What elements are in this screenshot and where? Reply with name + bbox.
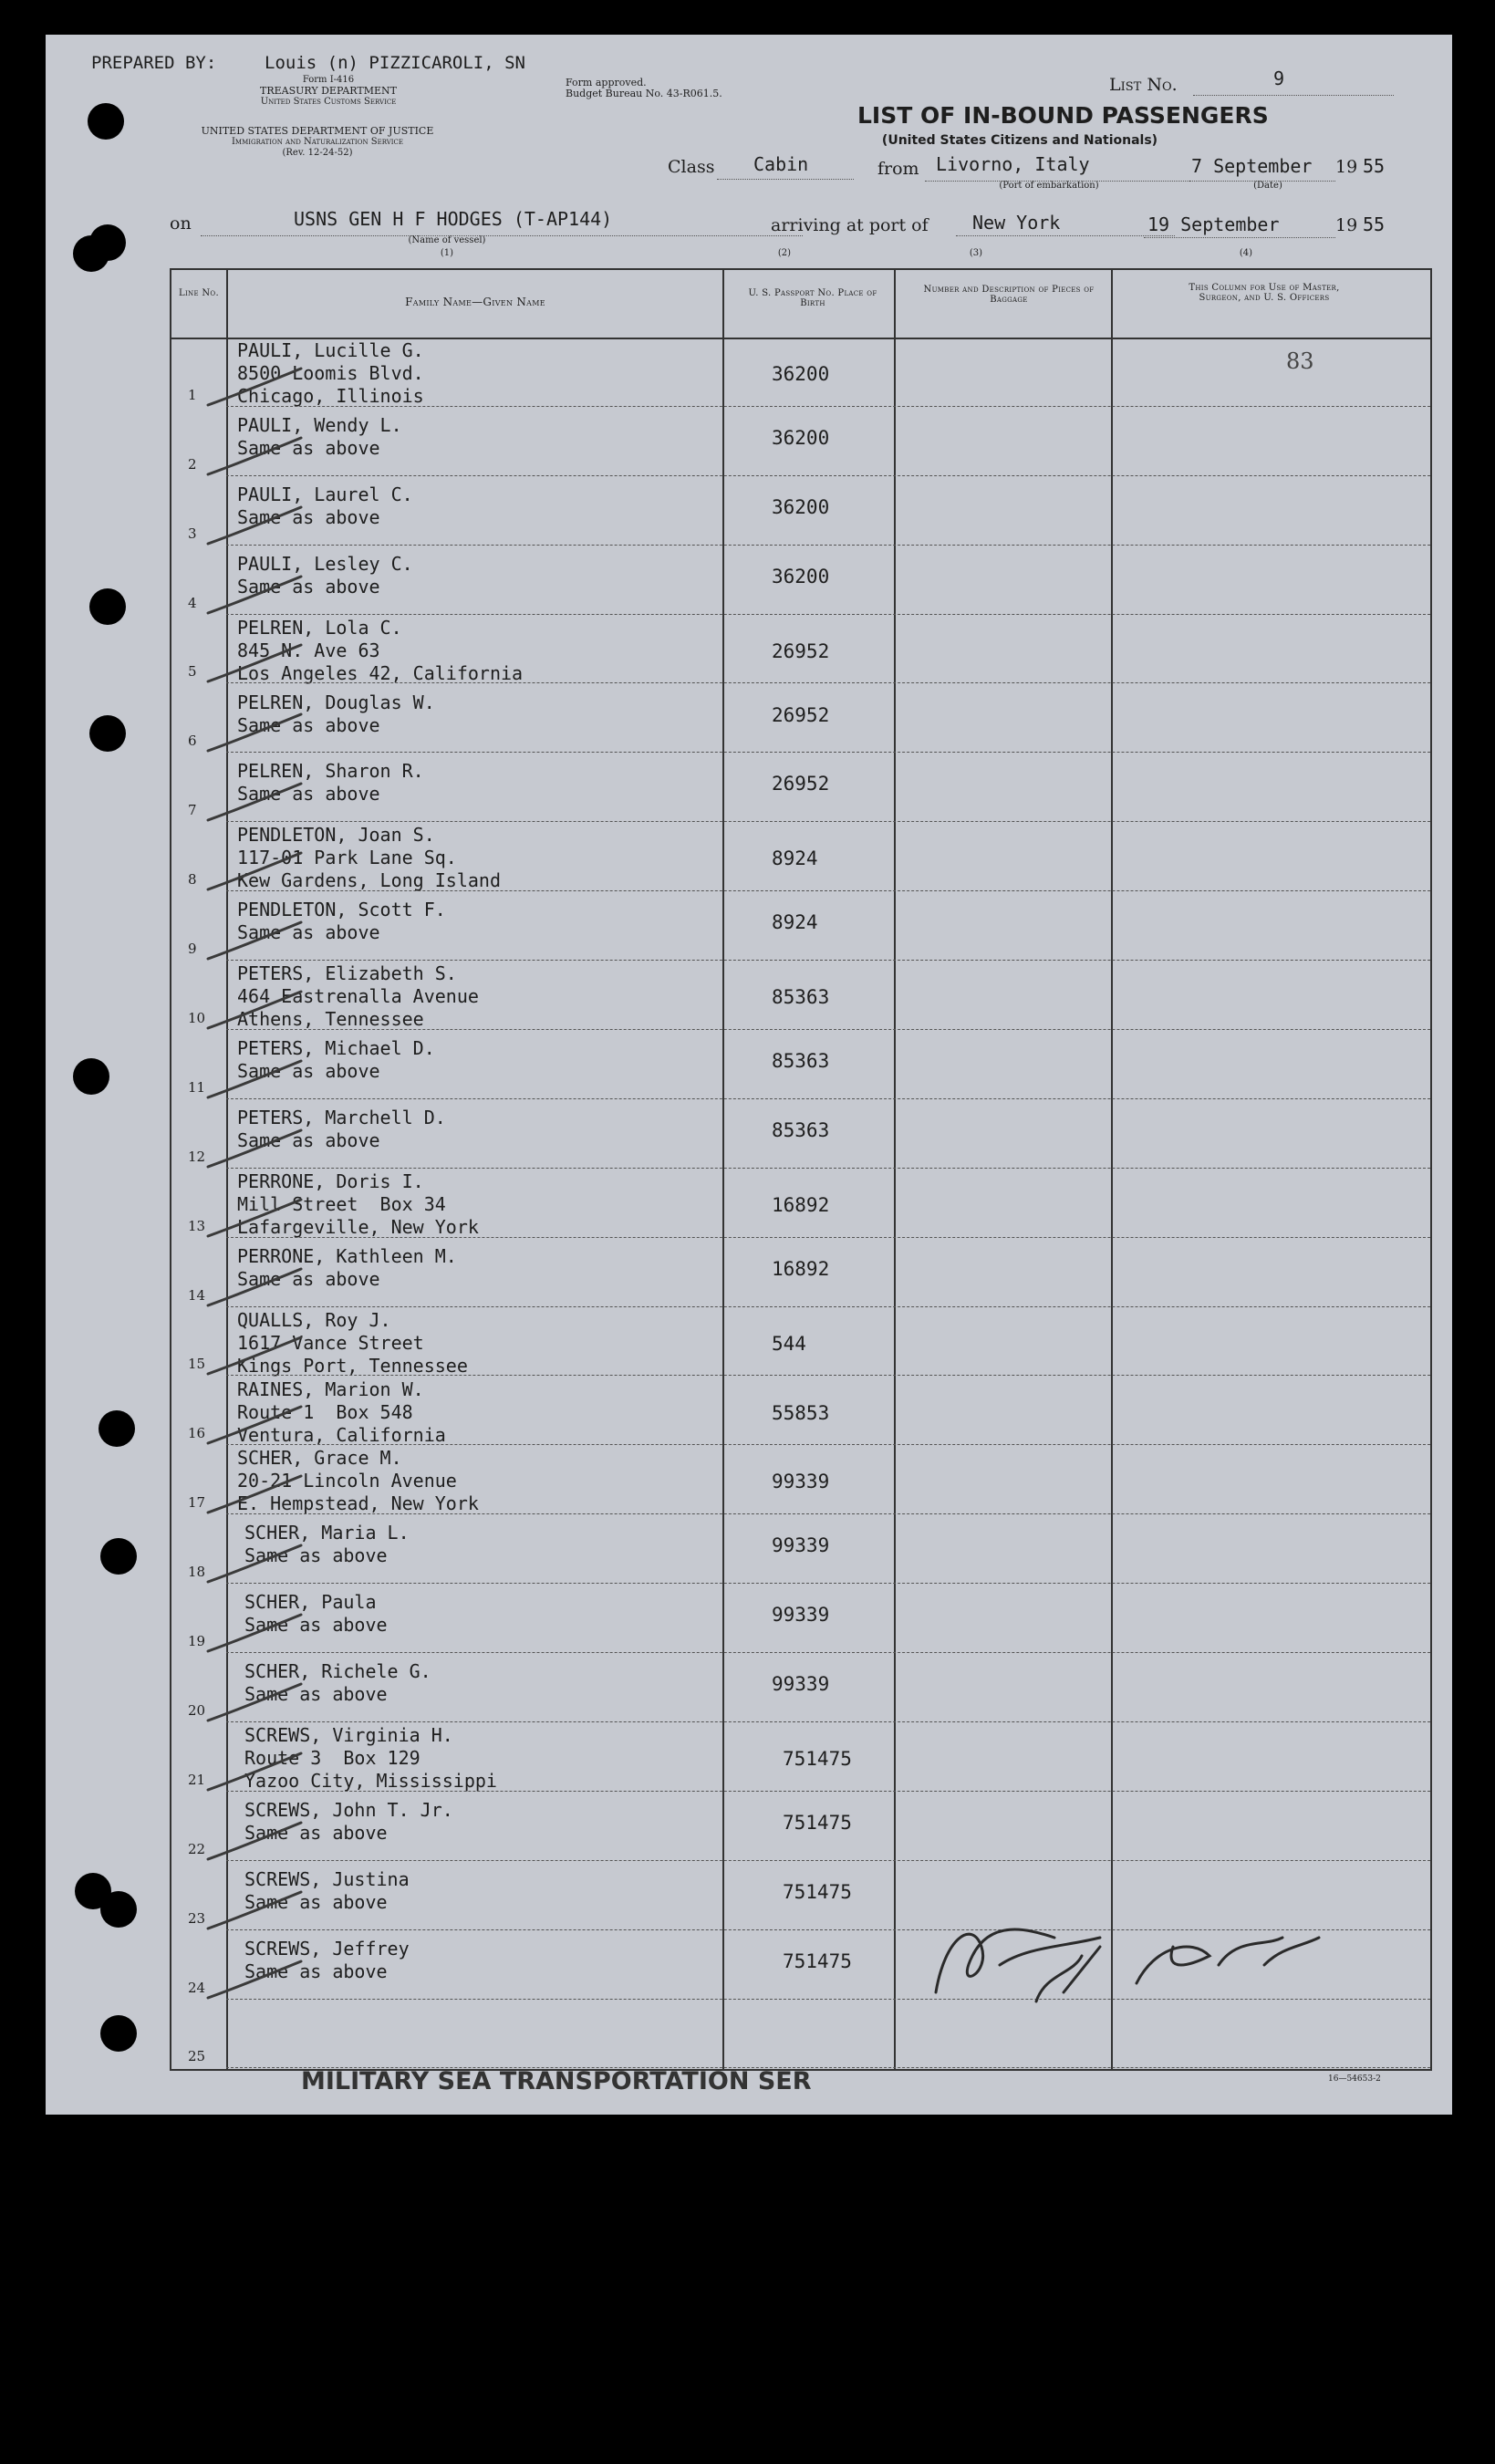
- header-passport: U. S. Passport No. Place of Birth: [748, 288, 877, 308]
- check-mark-icon: [206, 1263, 306, 1309]
- check-mark-icon: [206, 1748, 306, 1793]
- table-row: [170, 753, 1432, 822]
- passenger-address-line: 845 N. Ave 63: [237, 639, 380, 661]
- line-number: 6: [188, 733, 197, 750]
- line-number: 11: [188, 1078, 206, 1096]
- table-row: [170, 1377, 1432, 1446]
- table-row: [170, 1792, 1432, 1861]
- line-number: 4: [188, 594, 197, 611]
- header-name: Family Name—Given Name: [405, 296, 545, 308]
- table-row: [170, 1445, 1432, 1514]
- col-num-3: (3): [969, 248, 983, 258]
- passenger-address-line: Same as above: [237, 921, 380, 944]
- passenger-address-line: Same as above: [237, 783, 380, 806]
- table-row: [170, 546, 1432, 615]
- arrival-date: 19 September: [1147, 213, 1280, 235]
- check-mark-icon: [206, 1401, 306, 1447]
- class-label: Class: [668, 157, 715, 177]
- binder-hole: [100, 2015, 137, 2052]
- passenger-address-line: Route 1 Box 548: [237, 1400, 413, 1423]
- passport-number: 751475: [783, 1949, 852, 1972]
- on-label: on: [170, 213, 192, 234]
- passenger-name: PAULI, Laurel C.: [237, 483, 413, 505]
- check-mark-icon: [206, 986, 306, 1032]
- binder-hole: [89, 588, 126, 625]
- passport-number: 16892: [772, 1257, 830, 1280]
- check-mark-icon: [206, 917, 306, 962]
- table-row: [170, 1030, 1432, 1099]
- passenger-address-line: Kings Port, Tennessee: [237, 1354, 468, 1377]
- line-number: 20: [188, 1701, 206, 1719]
- passenger-name: SCREWS, John T. Jr.: [244, 1798, 453, 1821]
- table-row: [170, 338, 1432, 407]
- passenger-address-line: Yazoo City, Mississippi: [244, 1770, 497, 1792]
- check-mark-icon: [206, 1609, 306, 1655]
- line-number: 3: [188, 525, 197, 542]
- passenger-address-line: 8500 Loomis Blvd.: [237, 362, 424, 384]
- check-mark-icon: [206, 1956, 306, 2001]
- line-number: 9: [188, 941, 197, 958]
- table-row: [170, 1514, 1432, 1584]
- passenger-address-line: 1617 Vance Street: [237, 1331, 424, 1354]
- passenger-address-line: Lafargeville, New York: [237, 1215, 479, 1238]
- passenger-table: [170, 268, 1432, 2071]
- check-mark-icon: [206, 363, 306, 409]
- line-number: 8: [188, 871, 197, 889]
- passenger-address-line: 464 Eastrenalla Avenue: [237, 985, 479, 1008]
- check-mark-icon: [206, 778, 306, 824]
- table-row: [170, 1099, 1432, 1169]
- passenger-name: SCHER, Paula: [244, 1591, 377, 1614]
- check-mark-icon: [206, 709, 306, 754]
- check-mark-icon: [206, 502, 306, 547]
- passenger-name: PERRONE, Doris I.: [237, 1170, 424, 1192]
- justice-label: UNITED STATES DEPARTMENT OF JUSTICE: [201, 125, 434, 137]
- passport-number: 36200: [772, 426, 830, 449]
- table-row: [170, 1653, 1432, 1722]
- check-mark-icon: [206, 1887, 306, 1932]
- form-approved: Form approved.: [566, 77, 647, 88]
- departure-year-suffix: 55: [1363, 155, 1386, 177]
- line-number: 10: [188, 1009, 206, 1026]
- passenger-address-line: Same as above: [237, 1060, 380, 1082]
- line-number: 14: [188, 1286, 206, 1304]
- passport-number: 751475: [783, 1811, 852, 1834]
- passport-number: 751475: [783, 1748, 852, 1770]
- line-number: 18: [188, 1564, 206, 1581]
- line-number: 13: [188, 1217, 206, 1234]
- check-mark-icon: [206, 639, 306, 685]
- arrival-year-prefix: 19: [1335, 215, 1358, 235]
- table-row: [170, 615, 1432, 684]
- list-no-label: List No.: [1109, 75, 1178, 95]
- passenger-name: SCREWS, Justina: [244, 1867, 410, 1890]
- passport-number: 85363: [772, 1050, 830, 1072]
- line-number: 21: [188, 1771, 206, 1788]
- embarkation-port: Livorno, Italy: [936, 153, 1090, 175]
- customs-label: United States Customs Service: [260, 97, 397, 107]
- passenger-address-line: 117-01 Park Lane Sq.: [237, 847, 457, 869]
- vessel-name: USNS GEN H F HODGES (T-AP144): [294, 208, 613, 230]
- passport-number: 26952: [772, 639, 830, 662]
- line-number: 5: [188, 663, 197, 681]
- table-row: [170, 822, 1432, 891]
- passport-number: 26952: [772, 773, 830, 795]
- officer-annotation: 83: [1286, 348, 1314, 374]
- treasury-label: TREASURY DEPARTMENT: [260, 85, 397, 97]
- budget-bureau: Budget Bureau No. 43-R061.5.: [566, 88, 722, 99]
- passport-number: 26952: [772, 703, 830, 726]
- passenger-address-line: Same as above: [244, 1614, 388, 1637]
- passenger-address-line: Same as above: [237, 713, 380, 736]
- passenger-address-line: 20-21 Lincoln Avenue: [237, 1470, 457, 1492]
- passenger-address-line: Chicago, Illinois: [237, 385, 424, 407]
- passenger-name: PAULI, Lucille G.: [237, 339, 424, 361]
- table-row: [170, 476, 1432, 546]
- table-row: [170, 407, 1432, 476]
- vessel-caption: (Name of vessel): [408, 235, 486, 245]
- date-caption: (Date): [1253, 181, 1282, 191]
- col-num-4: (4): [1239, 248, 1253, 258]
- passenger-name: PELREN, Sharon R.: [237, 760, 424, 783]
- departure-date: 7 September: [1191, 155, 1313, 177]
- passenger-address-line: Athens, Tennessee: [237, 1008, 424, 1031]
- table-row: [170, 1169, 1432, 1238]
- passenger-address-line: Route 3 Box 129: [244, 1747, 420, 1769]
- passport-number: 99339: [772, 1673, 830, 1696]
- military-stamp: MILITARY SEA TRANSPORTATION SER: [301, 2067, 812, 2095]
- departure-year-prefix: 19: [1335, 157, 1358, 177]
- header-baggage: Number and Description of Pieces of Baggage: [923, 285, 1095, 305]
- officer-signature: [918, 1883, 1337, 2029]
- table-row: [170, 1584, 1432, 1653]
- header-line-no: Line No.: [179, 288, 219, 298]
- passenger-name: PERRONE, Kathleen M.: [237, 1244, 457, 1267]
- list-no-value: 9: [1273, 68, 1285, 89]
- passenger-address-line: Same as above: [237, 1267, 380, 1290]
- from-label: from: [877, 159, 919, 179]
- passenger-address-line: Same as above: [237, 436, 380, 459]
- line-number: 2: [188, 455, 197, 473]
- form-number: Form I-416: [302, 75, 355, 85]
- passenger-name: PELREN, Douglas W.: [237, 691, 435, 713]
- revision-label: (Rev. 12-24-52): [282, 148, 353, 158]
- passenger-address-line: Kew Gardens, Long Island: [237, 869, 501, 892]
- passenger-name: SCHER, Richele G.: [244, 1660, 431, 1683]
- passenger-name: RAINES, Marion W.: [237, 1378, 424, 1400]
- passport-number: 55853: [772, 1401, 830, 1424]
- table-row: [170, 1722, 1432, 1792]
- check-mark-icon: [206, 1125, 306, 1170]
- check-mark-icon: [206, 1817, 306, 1863]
- col-num-1: (1): [440, 248, 454, 258]
- check-mark-icon: [206, 571, 306, 617]
- check-mark-icon: [206, 1679, 306, 1724]
- passenger-name: SCHER, Maria L.: [244, 1522, 410, 1544]
- arrival-year-suffix: 55: [1363, 213, 1386, 235]
- passport-number: 8924: [772, 911, 818, 934]
- binder-hole: [73, 1058, 109, 1095]
- document-title: LIST OF IN-BOUND PASSENGERS: [857, 102, 1269, 129]
- check-mark-icon: [206, 1194, 306, 1240]
- passenger-address-line: Ventura, California: [237, 1423, 446, 1446]
- passport-number: 8924: [772, 847, 818, 870]
- passenger-name: PETERS, Michael D.: [237, 1037, 435, 1059]
- check-mark-icon: [206, 1332, 306, 1378]
- line-number: 7: [188, 802, 197, 819]
- line-number: 25: [188, 2048, 206, 2065]
- passenger-address-line: Los Angeles 42, California: [237, 661, 524, 684]
- passenger-address-line: Same as above: [244, 1683, 388, 1706]
- line-number: 19: [188, 1633, 206, 1650]
- binder-hole: [89, 715, 126, 752]
- passenger-address-line: Same as above: [237, 1128, 380, 1151]
- table-row: [170, 1307, 1432, 1377]
- embarkation-caption: (Port of embarkation): [999, 181, 1099, 191]
- print-code: 16—54653-2: [1328, 2074, 1381, 2084]
- passenger-name: PELREN, Lola C.: [237, 616, 402, 639]
- passenger-name: PENDLETON, Joan S.: [237, 824, 435, 847]
- arrival-port: New York: [972, 212, 1061, 234]
- passport-number: 85363: [772, 986, 830, 1009]
- passenger-name: SCHER, Grace M.: [237, 1447, 402, 1470]
- passport-number: 85363: [772, 1118, 830, 1141]
- check-mark-icon: [206, 1055, 306, 1101]
- check-mark-icon: [206, 432, 306, 478]
- passport-number: 99339: [772, 1604, 830, 1627]
- prepared-by-label: PREPARED BY:: [91, 53, 217, 73]
- passenger-address-line: E. Hempstead, New York: [237, 1492, 479, 1515]
- line-number: 1: [188, 386, 197, 403]
- passenger-name: PENDLETON, Scott F.: [237, 899, 446, 921]
- check-mark-icon: [206, 1540, 306, 1585]
- table-row: [170, 891, 1432, 961]
- arriving-label: arriving at port of: [771, 215, 929, 235]
- passenger-address-line: Same as above: [244, 1890, 388, 1913]
- binder-hole: [100, 1891, 137, 1928]
- passenger-name: SCREWS, Virginia H.: [244, 1724, 453, 1746]
- passenger-address-line: Same as above: [244, 1821, 388, 1844]
- passenger-name: QUALLS, Roy J.: [237, 1308, 391, 1331]
- passenger-address-line: Same as above: [237, 575, 380, 598]
- passenger-address-line: Mill Street Box 34: [237, 1192, 446, 1215]
- binder-hole: [99, 1410, 135, 1447]
- table-row: [170, 1238, 1432, 1307]
- prepared-by-value: Louis (n) PIZZICAROLI, SN: [265, 53, 525, 73]
- passenger-name: PETERS, Elizabeth S.: [237, 962, 457, 985]
- header-officers: This Column for Use of Master, Surgeon, and U. S. Officers: [1189, 283, 1340, 303]
- line-number: 22: [188, 1840, 206, 1857]
- line-number: 17: [188, 1494, 206, 1512]
- passenger-address-line: Same as above: [244, 1960, 388, 1982]
- binder-hole: [89, 224, 126, 261]
- line-number: 12: [188, 1148, 206, 1165]
- manifest-sheet: [46, 35, 1452, 2115]
- line-number: 15: [188, 1356, 206, 1373]
- line-number: 16: [188, 1425, 206, 1442]
- passport-number: 544: [772, 1332, 806, 1355]
- passenger-address-line: Same as above: [237, 505, 380, 528]
- check-mark-icon: [206, 1471, 306, 1516]
- line-number: 24: [188, 1979, 206, 1996]
- passport-number: 16892: [772, 1193, 830, 1216]
- passenger-name: PAULI, Wendy L.: [237, 413, 402, 436]
- line-number: 23: [188, 1909, 206, 1927]
- passenger-address-line: Same as above: [244, 1544, 388, 1567]
- passport-number: 751475: [783, 1880, 852, 1903]
- binder-hole: [88, 103, 124, 140]
- passport-number: 36200: [772, 495, 830, 518]
- document-subtitle: (United States Citizens and Nationals): [881, 133, 1158, 148]
- table-row: [170, 684, 1432, 754]
- table-row: [170, 961, 1432, 1030]
- passport-number: 36200: [772, 363, 830, 385]
- passenger-name: PETERS, Marchell D.: [237, 1106, 446, 1128]
- passenger-name: SCREWS, Jeffrey: [244, 1937, 410, 1960]
- binder-hole: [100, 1538, 137, 1575]
- immigration-label: Immigration and Naturalization Service: [231, 137, 404, 147]
- class-value: Cabin: [753, 153, 809, 175]
- passport-number: 36200: [772, 565, 830, 587]
- passport-number: 99339: [772, 1471, 830, 1493]
- col-num-2: (2): [777, 248, 792, 258]
- check-mark-icon: [206, 847, 306, 893]
- passenger-name: PAULI, Lesley C.: [237, 552, 413, 575]
- passport-number: 99339: [772, 1534, 830, 1557]
